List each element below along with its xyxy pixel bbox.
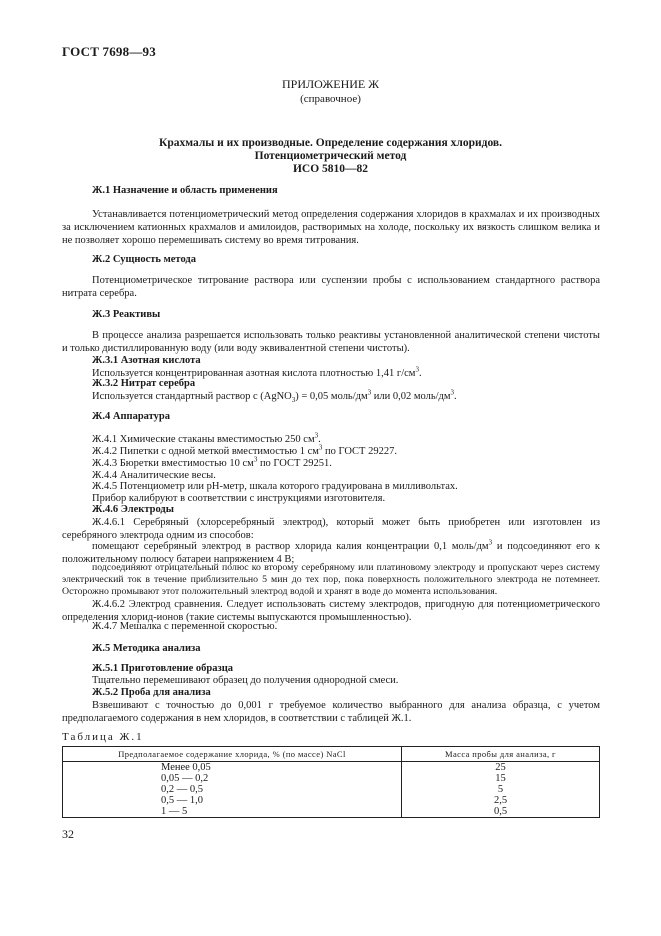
section-5-1-heading: Ж.5.1 Приготовление образца xyxy=(92,663,234,674)
table-header-mass: Масса пробы для анализа, г xyxy=(402,747,600,762)
sample-mass-cell: 2,5 xyxy=(402,795,600,806)
section-3-2-heading: Ж.3.2 Нитрат серебра xyxy=(92,378,196,389)
doc-title xyxy=(0,137,661,176)
section-3-2-text: Используется стандартный раствор c (AgNO$_3$) = 0,05 моль/$дм^3$ или 0,02 моль/$дм^3$. xyxy=(92,388,457,405)
table-row xyxy=(63,773,600,784)
sample-mass-cell: 5 xyxy=(402,784,600,795)
table-row xyxy=(63,784,600,795)
item-4-6-2: Ж.4.6.2 Электрод сравнения. Следует использовать систему электродов, пригодную для потенциометрического определения хлорид-ионов (такие системы выпускаются промышленностью). xyxy=(62,599,600,623)
doc-title-line1: Крахмалы и их производные. Определение содержания хлоридов. xyxy=(159,137,502,149)
doc-title-line2: Потенциометрический метод xyxy=(254,150,407,162)
section-3-text: В процессе анализа разрешается использовать только реактивы установленной аналитической степени чистоты и только дистиллированную воду (или воду эквивалентной степени чистоты). xyxy=(62,330,600,354)
section-2-heading: Ж.2 Сущность метода xyxy=(92,254,196,265)
section-5-2-heading: Ж.5.2 Проба для анализа xyxy=(92,687,211,698)
item-4-3: Ж.4.3 Бюретки вместимостью 10 $см^3$ по ГОСТ 29251. xyxy=(92,455,332,469)
chloride-range-cell: Менее 0,05 xyxy=(63,762,402,774)
table-caption: Таблица Ж.1 xyxy=(62,731,144,743)
chloride-range-cell: 0,5 — 1,0 xyxy=(63,795,402,806)
section-3-1-text: Используется концентрированная азотная кислота плотностью 1,41 $г/см^3$. xyxy=(92,365,422,379)
table-header-row xyxy=(63,747,600,762)
appendix-title: ПРИЛОЖЕНИЕ Ж xyxy=(281,77,379,91)
chloride-range-cell: 1 — 5 xyxy=(63,806,402,818)
section-4-heading: Ж.4 Аппаратура xyxy=(92,411,170,422)
item-4-6-1-b: подсоединяют отрицательный полюс ко второму серебряному или платиновому электроду и пропускают через систему электрический ток в течение приблизительно 5 мин до тех пор, пока поверхность положительного электрода не потемнеет. Осторожно промывают этот положительный электрод водой и хранят в воде до момента использования. xyxy=(62,562,600,597)
section-5-1-text: Тщательно перемешивают образец до получения однородной смеси. xyxy=(92,675,399,686)
table-row xyxy=(63,795,600,806)
item-4-4: Ж.4.4 Аналитические весы. xyxy=(92,470,216,481)
section-1-heading: Ж.1 Назначение и область применения xyxy=(92,185,278,196)
item-4-5-note: Прибор калибруют в соответствии с инструкциями изготовителя. xyxy=(92,493,386,504)
section-5-heading: Ж.5 Методика анализа xyxy=(92,643,201,654)
item-4-2: Ж.4.2 Пипетки с одной меткой вместимостью 1 $см^3$ по ГОСТ 29227. xyxy=(92,443,397,457)
table-row xyxy=(63,806,600,818)
sample-mass-cell: 15 xyxy=(402,773,600,784)
sample-mass-cell: 25 xyxy=(402,762,600,774)
page-number: 32 xyxy=(62,827,74,841)
item-4-1: Ж.4.1 Химические стаканы вместимостью 250 $см^3$. xyxy=(92,431,321,445)
chloride-range-cell: 0,05 — 0,2 xyxy=(63,773,402,784)
section-5-2-text: Взвешивают с точностью до 0,001 г требуемое количество выбранного для анализа образца, с учетом предполагаемого содержания в нем хлоридов, в соответствии с таблицей Ж.1. xyxy=(62,700,600,724)
item-4-5: Ж.4.5 Потенциометр или рН-метр, шкала которого градуирована в милливольтах. xyxy=(92,481,458,492)
sample-mass-table xyxy=(62,746,600,818)
doc-title-line3: ИСО 5810—82 xyxy=(292,163,369,175)
section-4-6-heading: Ж.4.6 Электроды xyxy=(92,504,174,515)
section-1-text: Устанавливается потенциометрический метод определения содержания хлоридов в крахмалах и их производных за исключением катионных крахмалов и амилоидов, растворимых на холоде, поскольку их вязкость слишком велика и не позволяет хорошо перемешивать систему во время титрования. xyxy=(62,209,600,246)
section-3-heading: Ж.3 Реактивы xyxy=(92,309,161,320)
appendix-note: (справочное) xyxy=(300,93,361,105)
item-4-7: Ж.4.7 Мешалка с переменной скоростью. xyxy=(92,621,278,632)
table-row xyxy=(63,762,600,774)
chloride-range-cell: 0,2 — 0,5 xyxy=(63,784,402,795)
section-2-text: Потенциометрическое титрование раствора или суспензии пробы с использованием стандартного раствора нитрата серебра. xyxy=(62,275,600,299)
item-4-6-1-a: помещают серебряный электрод в раствор хлорида калия концентрации 0,1 моль/$дм^3$ и подсоединяют его к положительному полюсу батареи напряжением 4 В; xyxy=(62,538,600,565)
document-header: ГОСТ 7698—93 xyxy=(62,44,156,59)
section-3-1-heading: Ж.3.1 Азотная кислота xyxy=(92,355,201,366)
table-header-chloride: Предполагаемое содержание хлорида, % (по массе) NaCl xyxy=(63,747,402,762)
sample-mass-cell: 0,5 xyxy=(402,806,600,818)
item-4-6-1: Ж.4.6.1 Серебряный (хлорсеребряный электрод), который может быть приобретен или изготовлен из серебряного электрода одним из способов: xyxy=(62,517,600,541)
